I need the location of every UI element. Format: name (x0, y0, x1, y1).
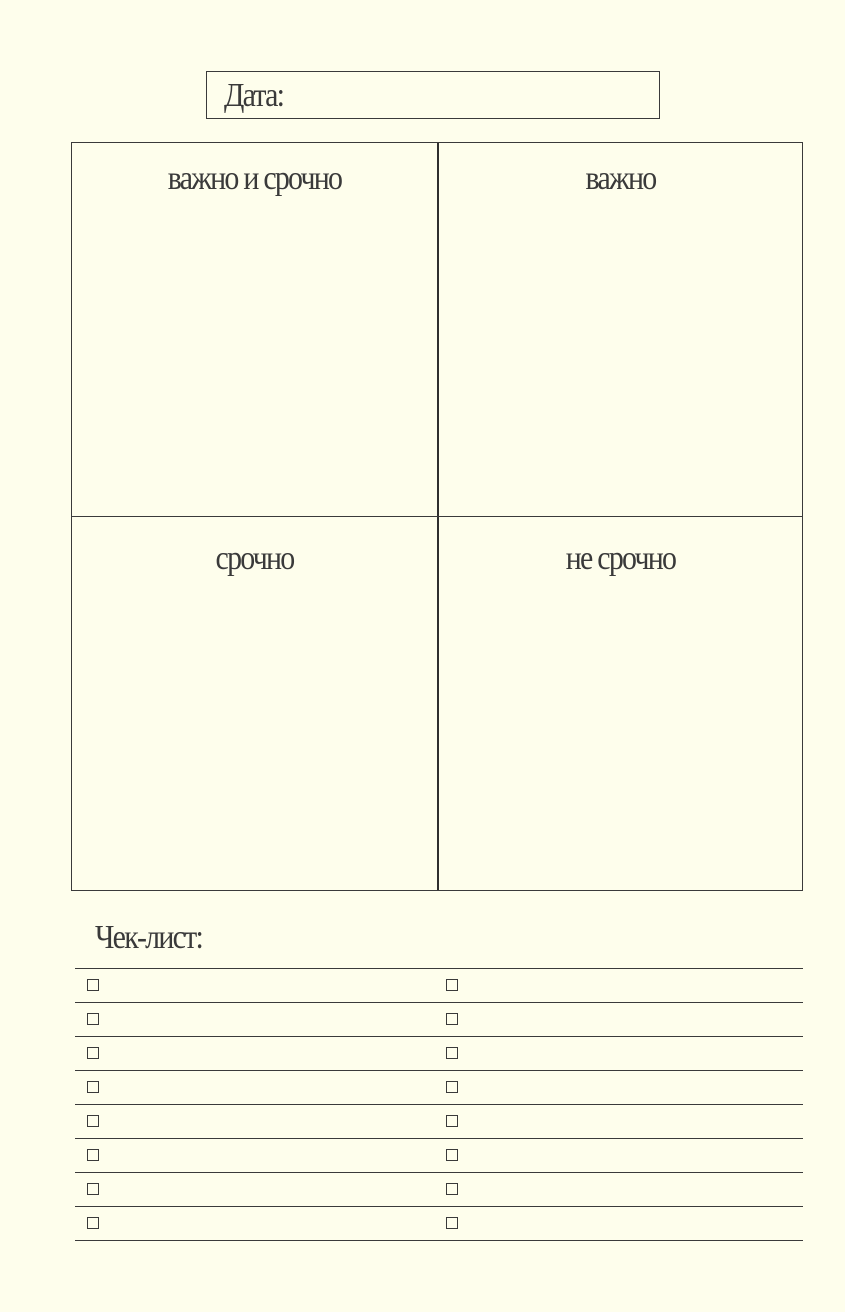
checkbox-left[interactable] (87, 1183, 99, 1195)
checkbox-right[interactable] (446, 1149, 458, 1161)
checkbox-right[interactable] (446, 979, 458, 991)
checklist-title: Чек-лист: (95, 919, 203, 956)
checkbox-right[interactable] (446, 1047, 458, 1059)
quadrant-title: важно и срочно (167, 160, 342, 197)
quadrant-title: не срочно (565, 540, 676, 577)
checkbox-left[interactable] (87, 1217, 99, 1229)
checkbox-right[interactable] (446, 1183, 458, 1195)
quadrant-not-urgent[interactable] (439, 517, 802, 890)
quadrant-urgent[interactable] (72, 517, 437, 890)
checklist-row (75, 1139, 803, 1173)
quadrant-title: срочно (215, 540, 294, 577)
horizontal-divider (72, 516, 802, 517)
checkbox-left[interactable] (87, 979, 99, 991)
checkbox-right[interactable] (446, 1115, 458, 1127)
quadrant-important-urgent[interactable] (72, 143, 437, 516)
checklist-row (75, 1071, 803, 1105)
checkbox-left[interactable] (87, 1115, 99, 1127)
checkbox-left[interactable] (87, 1149, 99, 1161)
checkbox-right[interactable] (446, 1013, 458, 1025)
checklist-row (75, 1003, 803, 1037)
checklist-row (75, 1037, 803, 1071)
checklist-row (75, 1105, 803, 1139)
quadrant-important[interactable] (439, 143, 802, 516)
checkbox-right[interactable] (446, 1217, 458, 1229)
checklist-row (75, 1173, 803, 1207)
checklist-row (75, 1207, 803, 1241)
checkbox-left[interactable] (87, 1081, 99, 1093)
quadrant-title: важно (585, 160, 656, 197)
priority-matrix (71, 142, 803, 891)
date-label: Дата: (224, 77, 284, 114)
checkbox-left[interactable] (87, 1047, 99, 1059)
checkbox-right[interactable] (446, 1081, 458, 1093)
date-field[interactable] (206, 71, 660, 119)
checklist-row (75, 969, 803, 1003)
checkbox-left[interactable] (87, 1013, 99, 1025)
checklist (75, 968, 803, 1241)
